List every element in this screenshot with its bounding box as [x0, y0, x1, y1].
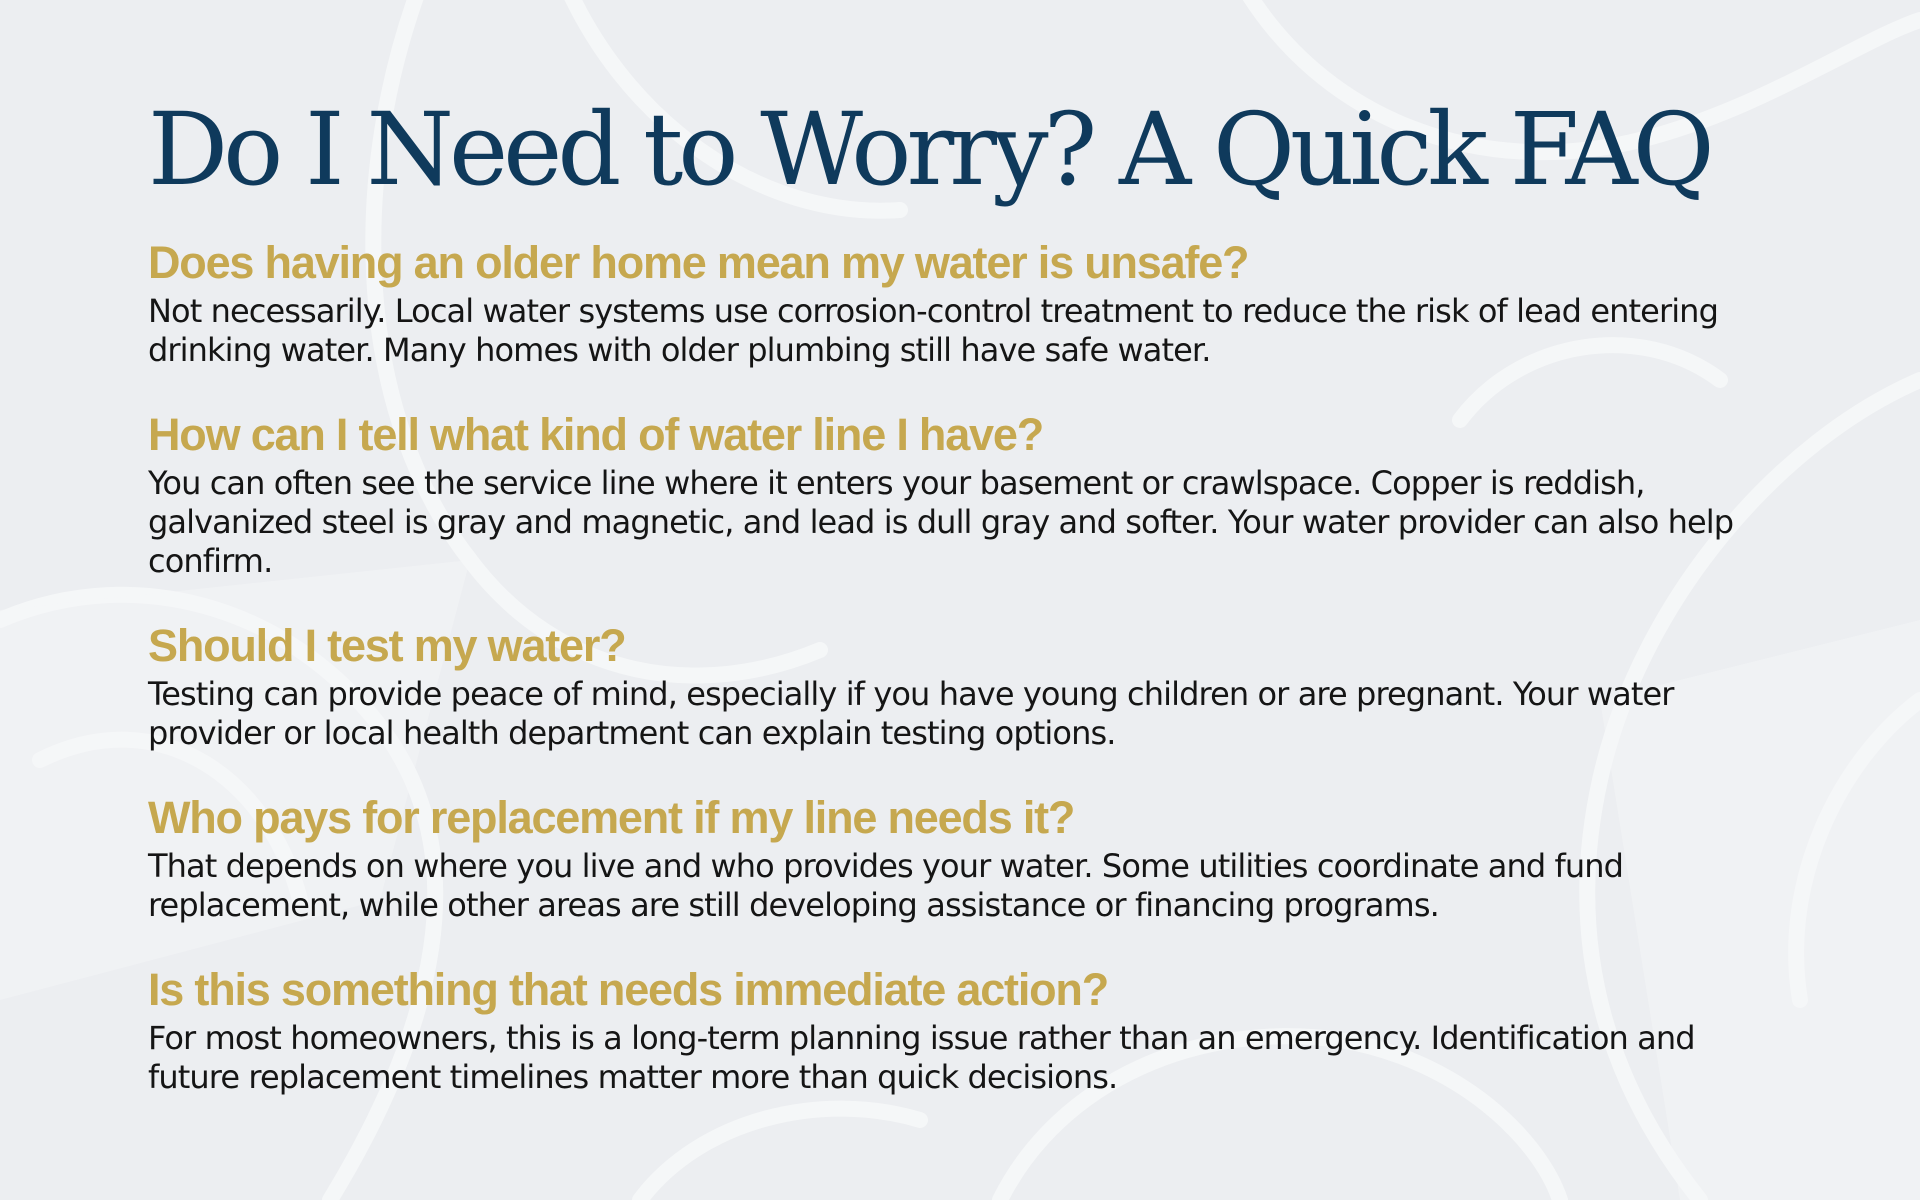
faq-question: Does having an older home mean my water is unsafe? — [148, 237, 1249, 288]
faq-content — [148, 91, 1788, 1137]
faq-item — [148, 965, 1788, 1097]
faq-question: Is this something that needs immediate action? — [148, 964, 1108, 1015]
faq-answer: Testing can provide peace of mind, especially if you have young children or are pregnant. Your water provider or local health department can explain testing options. — [148, 675, 1674, 752]
faq-question: Should I test my water? — [148, 620, 626, 671]
faq-answer: For most homeowners, this is a long-term planning issue rather than an emergency. Identification and future replacement timelines matter more than quick decisions. — [148, 1019, 1695, 1096]
faq-answer: That depends on where you live and who provides your water. Some utilities coordinate and fund replacement, while other areas are still developing assistance or financing programs. — [148, 847, 1624, 924]
faq-question: How can I tell what kind of water line I have? — [148, 409, 1043, 460]
faq-answer: Not necessarily. Local water systems use corrosion-control treatment to reduce the risk of lead entering drinking water. Many homes with older plumbing still have safe water. — [148, 292, 1718, 369]
faq-question: Who pays for replacement if my line needs it? — [148, 792, 1075, 843]
faq-item — [148, 793, 1788, 925]
page-title: Do I Need to Worry? A Quick FAQ — [148, 91, 1710, 208]
faq-item — [148, 238, 1788, 370]
faq-item — [148, 410, 1788, 581]
faq-item — [148, 621, 1788, 753]
faq-answer: You can often see the service line where it enters your basement or crawlspace. Copper is reddish, galvanized steel is gray and magnetic, and lead is dull gray and softer. Your water provider can also help confirm. — [148, 464, 1734, 580]
